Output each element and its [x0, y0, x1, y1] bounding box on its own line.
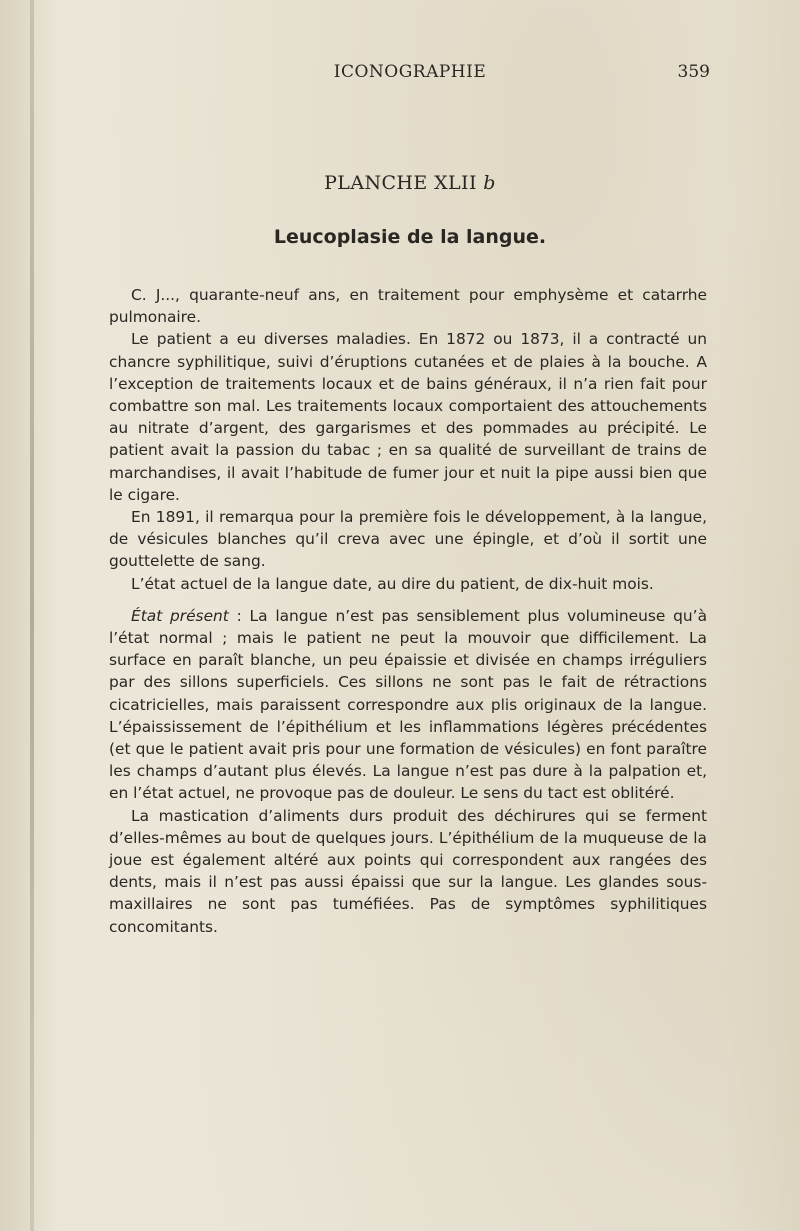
- paragraph-mastication: La mastication d’aliments durs produit des déchirures qui se ferment d’elles-mêmes au bout de quelques jours. L’épithélium de la muqueuse de la joue est également altéré aux points qui correspondent aux rangées des dents, mais il n’est pas aussi épaissi que sur la langue. Les glandes sous-maxillaires ne sont pas tuméfiées. Pas de symptômes syphilitiques concomitants.: [109, 806, 707, 936]
- paragraph-etat-present: [109, 605, 707, 805]
- plate-subject: Leucoplasie de la langue.: [273, 226, 547, 248]
- etat-present-text: : La langue n’est pas sensiblement plus volumineuse qu’à l’état normal ; mais le patient ne peut la mouvoir que difficilement. La surface en paraît blanche, un peu épaissie et divisée en champs irréguliers par des sillons superficiels. Ces sillons ne sont pas le fait de rétractions cicatricielles, mais paraissent correspondre aux plis originaux de la langue. L’épaississement de l’épithélium et les inflammations légères précédentes (et que le patient avait pris pour une formation de vésicules) en font paraître les champs d’autant plus élevés. La langue n’est pas dure à la palpation et, en l’état actuel, ne provoque pas de douleur. Le sens du tact est oblitéré.: [109, 606, 707, 803]
- page-number: 359: [677, 62, 710, 82]
- body-text: [109, 284, 707, 938]
- plate-title: [110, 172, 710, 194]
- plate-letter: b: [483, 172, 496, 194]
- etat-present-label: État présent: [131, 606, 229, 625]
- paragraph-history: Le patient a eu diverses maladies. En 1872 ou 1873, il a contracté un chancre syphilitique, suivi d’éruptions cutanées et de plaies à la bouche. A l’exception de traitements locaux et de bains généraux, il n’a rien fait pour combattre son mal. Les traitements locaux comportaient des attouchements au nitrate d’argent, des gargarismes et des pommades au précipité. Le patient avait la passion du tabac ; en sa qualité de surveillant de trains de marchandises, il avait l’habitude de fumer jour et nuit la pipe aussi bien que le cigare.: [109, 330, 707, 504]
- page-gutter-shadow: [30, 0, 34, 1231]
- paragraph-intro: C. J..., quarante-neuf ans, en traitement pour emphysème et catarrhe pulmonaire.: [109, 286, 707, 327]
- running-head: [110, 62, 710, 86]
- running-title: ICONOGRAPHIE: [333, 62, 487, 82]
- paragraph-duration: L’état actuel de la langue date, au dire du patient, de dix-huit mois.: [131, 574, 654, 593]
- plate-number: PLANCHE XLII: [324, 172, 477, 194]
- paragraph-onset: En 1891, il remarqua pour la première fois le développement, à la langue, de vésicules blanches qu’il creva avec une épingle, et d’où il sortit une gouttelette de sang.: [109, 508, 707, 571]
